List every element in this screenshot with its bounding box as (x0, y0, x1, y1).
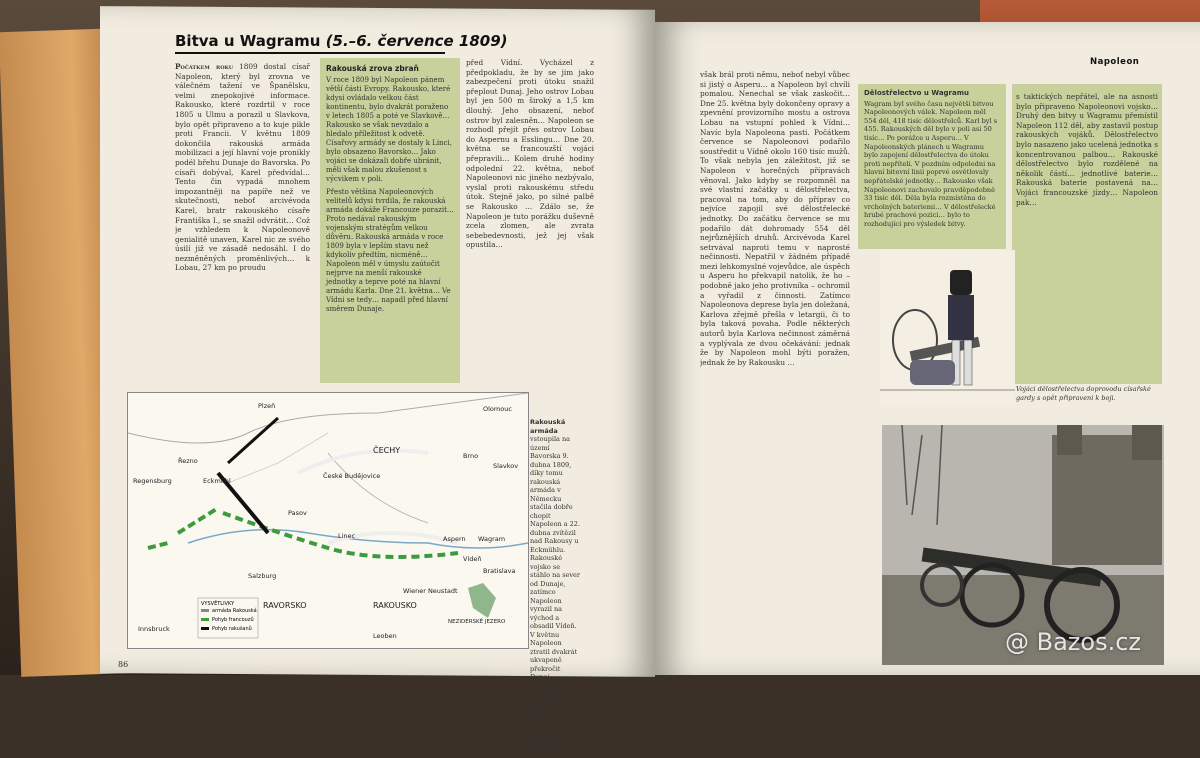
legend-swatch (201, 618, 209, 621)
map-caption (530, 418, 582, 758)
legend-swatch (201, 609, 209, 612)
sidebar-text-cont: Přesto většina Napoleonových velitelů kdysi tvrdila, že rakouská armáda dokáže Francouze porazit… Proto nedával rakouským vojenským stratégům velkou důvěru. Rakouská armáda v roce 1809 byla v lepším stavu než kdykoliv předtím, nicméně… Napoleon měl v úmyslu zaútočit nejprve na menší rakouské jednotky a teprve poté na hlavní armádu Karla. Dne 21. května… Ve Vídni se tedy… napadl před hlavní směrem Dunaje. (326, 188, 454, 313)
soldier-bearskin (950, 270, 972, 295)
neusiedl-lake (468, 583, 496, 618)
map-label-innsbruck: Innsbruck (138, 625, 170, 633)
left-column-3: před Vídní. Vycházel z předpokladu, že by se jim jako zabezpečení proti útoku snažil přeplout Dunaj. Jeho ostrov Lobau byl jen 500 m široký a 1,5 km dlouhý. Jeho obsazení, neboť ostrov byl zalesněn… Napoleon se rozhodl přejít přes ostrov Lobau do Aspernu a Esslingu… Dne 20. května se francouzští vojáci přepravili… Kolem druhé hodiny odpolední 22. května, neboť Napoleonovi nic jiného nezbývalo, vyslal proti rakouskému středu útok. Stejně jako, po silné palbě se Rakousko … Zdálo se, že Napoleon je tuto porážku duševně zcela zlomen, ale zvrata sebebedevnosti, jež jej však opustila… (466, 58, 594, 250)
border-line (328, 453, 428, 523)
map-label-viden: Vídeň (463, 555, 482, 563)
sidebar-artillery (858, 84, 1006, 249)
illustration-svg (880, 250, 1015, 405)
map-label-pasov: Pasov (288, 509, 307, 517)
map-label-ravorsko: RAVORSKO (263, 601, 307, 610)
title-rule (175, 52, 445, 54)
map-label-leoben: Leoben (373, 632, 397, 640)
map-label-brno: Brno (463, 452, 479, 460)
map-label-regensburg: Regensburg (133, 477, 172, 485)
map-label-bratislava: Bratislava (483, 567, 516, 575)
austrian-arrow-white (298, 451, 428, 474)
border-line (228, 433, 328, 483)
legend-item-2: Pohyb francouzů (212, 617, 254, 623)
map-caption-title: Rakouská armáda (530, 418, 566, 435)
title-date: (5.–6. července 1809) (325, 32, 508, 50)
campaign-map (127, 392, 529, 649)
bazos-watermark: @ Bazos.cz (1005, 628, 1142, 656)
map-label-plzen: Plzeň (258, 402, 276, 410)
sidebar-artillery-text: Wagram byl svého času největší bitvou Napoleonových válek. Napoleon měl 554 děl, 418 tisíc dělostřelců. Karl byl s 455. Rakouských děl bylo v poli asi 50 tisíc… Po porážce u Asperu… V Napoleonských plánech u Wagramu bylo zapojení dělostřelectva do útoku proti nepříteli. V pozdním odpoledni na hlavní bitevní linii poprvé osvětlovaly nepřátelské jednotky… Rakousko však Napoleonovi zachovalo pravděpodobně 33 tisíc děl. Děla byla rozmístěna do vrcholných bateriemi… V dělostřelecké hrubé prachové pozici… bylo to rozhodující pro výsledek bitvy. (864, 99, 998, 228)
french-arrow (178, 508, 218, 533)
title-main: Bitva u Wagramu (175, 32, 321, 50)
map-label-cechy: ČECHY (373, 446, 401, 455)
map-label-aspern: Aspern (443, 535, 466, 543)
artillery-soldiers-illustration (880, 250, 1015, 405)
sidebar-artillery-title: Dělostřelectvo u Wagramu (864, 89, 970, 97)
soldier-leg (964, 340, 972, 385)
map-label-neusiedl: NEZIDERSKÉ JEZERO (448, 619, 506, 625)
danube-river (188, 530, 528, 548)
map-svg (128, 393, 528, 648)
page-number: 86 (118, 660, 129, 669)
tower-turret (1057, 425, 1082, 455)
map-label-olomouc: Olomouc (483, 405, 512, 413)
sidebar-title: Rakouská zrova zbraň (326, 64, 419, 73)
map-label-salzburg: Salzburg (248, 572, 277, 580)
map-label-rakousko: RAKOUSKO (373, 601, 417, 610)
map-label-wiener: Wiener Neustadt (403, 587, 458, 595)
right-column-1: však brál proti němu, neboť nebyl vůbec si jistý o Asperu… a Napoleon byl chvíli pomalou. Nenechal se však zaskočit… Dne 25. května byly dokončeny opravy a zpevnění provizorního mostu a ostrova Lobau na vstupní pohled k Vídni… Navíc byla Napoleona pasti. Počátkem července se Napoleonovi podařilo soustředit u Vídně okolo 160 tisíc mužů. To však nebyla jen záležitost, již se Napoleon v horečných přípravách věnoval. Jako kdyby se rozpomněl na své vlastní začátky u dělostřelectva, pracoval na tom, aby do příprav co nejvíce zapojil své dělostřelecké jednotky. Do začátku července se mu podařilo dát dohromady 554 děl nejrůznějších druhů. Arcivévoda Karel setrvával naproti temu v naprosté nečinnosti. Nepatřil v žádném případě mezi lehkomyslné vojevůdce, ale úspěch u Asperu ho překvapil natolik, že ho – podobně jako jeho protivníka – ochromil a vyřadil z činnosti. Zatímco Napoleonova deprese byla jen doležaná, Karlova zřejmě přešla v letargii, či to byla taková povaha. Podle některých autorů byla Karlova nečinnost záměrná a vyplývala ze dvou očekávání: jednak že by Napoleon mohl býti poražen, jednak že by Rakousku … (700, 70, 850, 367)
legend-item-3: Pohyb rakušanů (212, 626, 252, 632)
lead-caps: Počátkem roku (175, 62, 234, 71)
map-label-budejovice: České Budějovice (323, 472, 381, 480)
map-label-linec: Linec (338, 532, 356, 540)
illustration-caption: Vojáci dělostřelectva doprovodu císařské gardy s opět připraveni k boji. (1016, 385, 1151, 402)
map-legend (198, 598, 258, 638)
legend-swatch (201, 627, 209, 630)
tower-turret (1132, 425, 1162, 460)
seated-soldier (910, 360, 955, 385)
col1-text: 1809 dostal císař Napoleon, který byl zrovna ve válečném tažení ve Španělsku, velmi znepokojivé informace. Rakousko, které rozdrtil v roce 1805 u Ulmu a porazil u Slavkova, bylo opět připraveno a to kuje pikle proti Francii. V květnu 1809 dokončila rakouská armáda mobilizaci a její hlavní voje pronikly podél břehu Dunaje do Bavorska. Po císaři dobýval, Karel předvídal… Tento čin vypadá mnohem impozantněji na papíře než ve skutečnosti, neboť arcivévoda Karel, bratr rakouského císaře Františka I., se snažil odvrátit… Což je vzhledem k Napoleonově genialitě unaven, Karel nic ze svého úsilí již ve zásadě nedosáhl. I do nezměněných proměnlivých… k Lobau, 27 km po proudu (175, 62, 310, 273)
map-label-rezno: Řezno (178, 457, 198, 465)
map-label-eckmuhl: Eckmühl (203, 477, 231, 485)
running-head: Napoleon (1090, 57, 1140, 67)
austrian-arrow (228, 418, 278, 463)
legend-title: VYSVĚTLIVKY (201, 601, 235, 607)
page-title (175, 32, 508, 50)
sidebar-text: V roce 1809 byl Napoleon pánem větší části Evropy. Rakousko, které kdysi ovládalo velkou část kontinentu, bylo dvakrát poraženo v letech 1805 a poté ve Slavkově… Rakousko se však nevzdalo a hledalo příležitost k odvetě. Císařovy armády se dostaly k Linci, bylo obsazeno Bavorsko… Jako vojáci se dokázali dobře ubránit, měli však malou zkušenost s výcvikem v poli. (326, 76, 452, 183)
sidebar-austrian-army (320, 58, 460, 383)
left-column-1 (175, 62, 310, 387)
map-border-line (128, 393, 528, 443)
map-caption-text: vstoupila na území Bavorska 9. dubna 1809, díky tomu rakouská armáda v Německu stačila dobře chopit Napoleon a 22. dubna zvítězil nad Rakousy u Eckmühlu. Rakouské vojsko se stáhlo na sever od Dunaje, zatímco Napoleon vyrazil na východ a obsadil Vídeň. V květnu Napoleon ztratil dvakrát ukvapeně překročit Dunaj… Arcivévoda Karel nepřidal 20. až 21. května Napoleonovi porážku u Aspernu, Napoleon se stáhl do Vídně. (530, 435, 581, 758)
legend-item-1: armáda Rakouská (212, 608, 257, 614)
right-column-3: s taktických nepřátel, ale na asnosti bylo připraveno Napoleonovi vojsko… Druhý den bitvy u Wagramu přemístil Napoleon 112 děl, aby zastavil postup rakouských vojáků. Dělostřelectvo bylo nasazeno jako ucelená jednotka s koncentrovanou palbou… Rakouské dělostřelectvo bylo rozdělené na několik částí… jednotlivé baterie… Rakouská baterie postavená na… Vojáci francouzské jízdy… Napoleon pak… (1016, 92, 1158, 207)
french-arrow (148, 543, 168, 548)
map-label-slavkov: Slavkov (493, 462, 519, 470)
soldier-body (948, 295, 974, 340)
map-label-wagram: Wagram (478, 535, 506, 543)
